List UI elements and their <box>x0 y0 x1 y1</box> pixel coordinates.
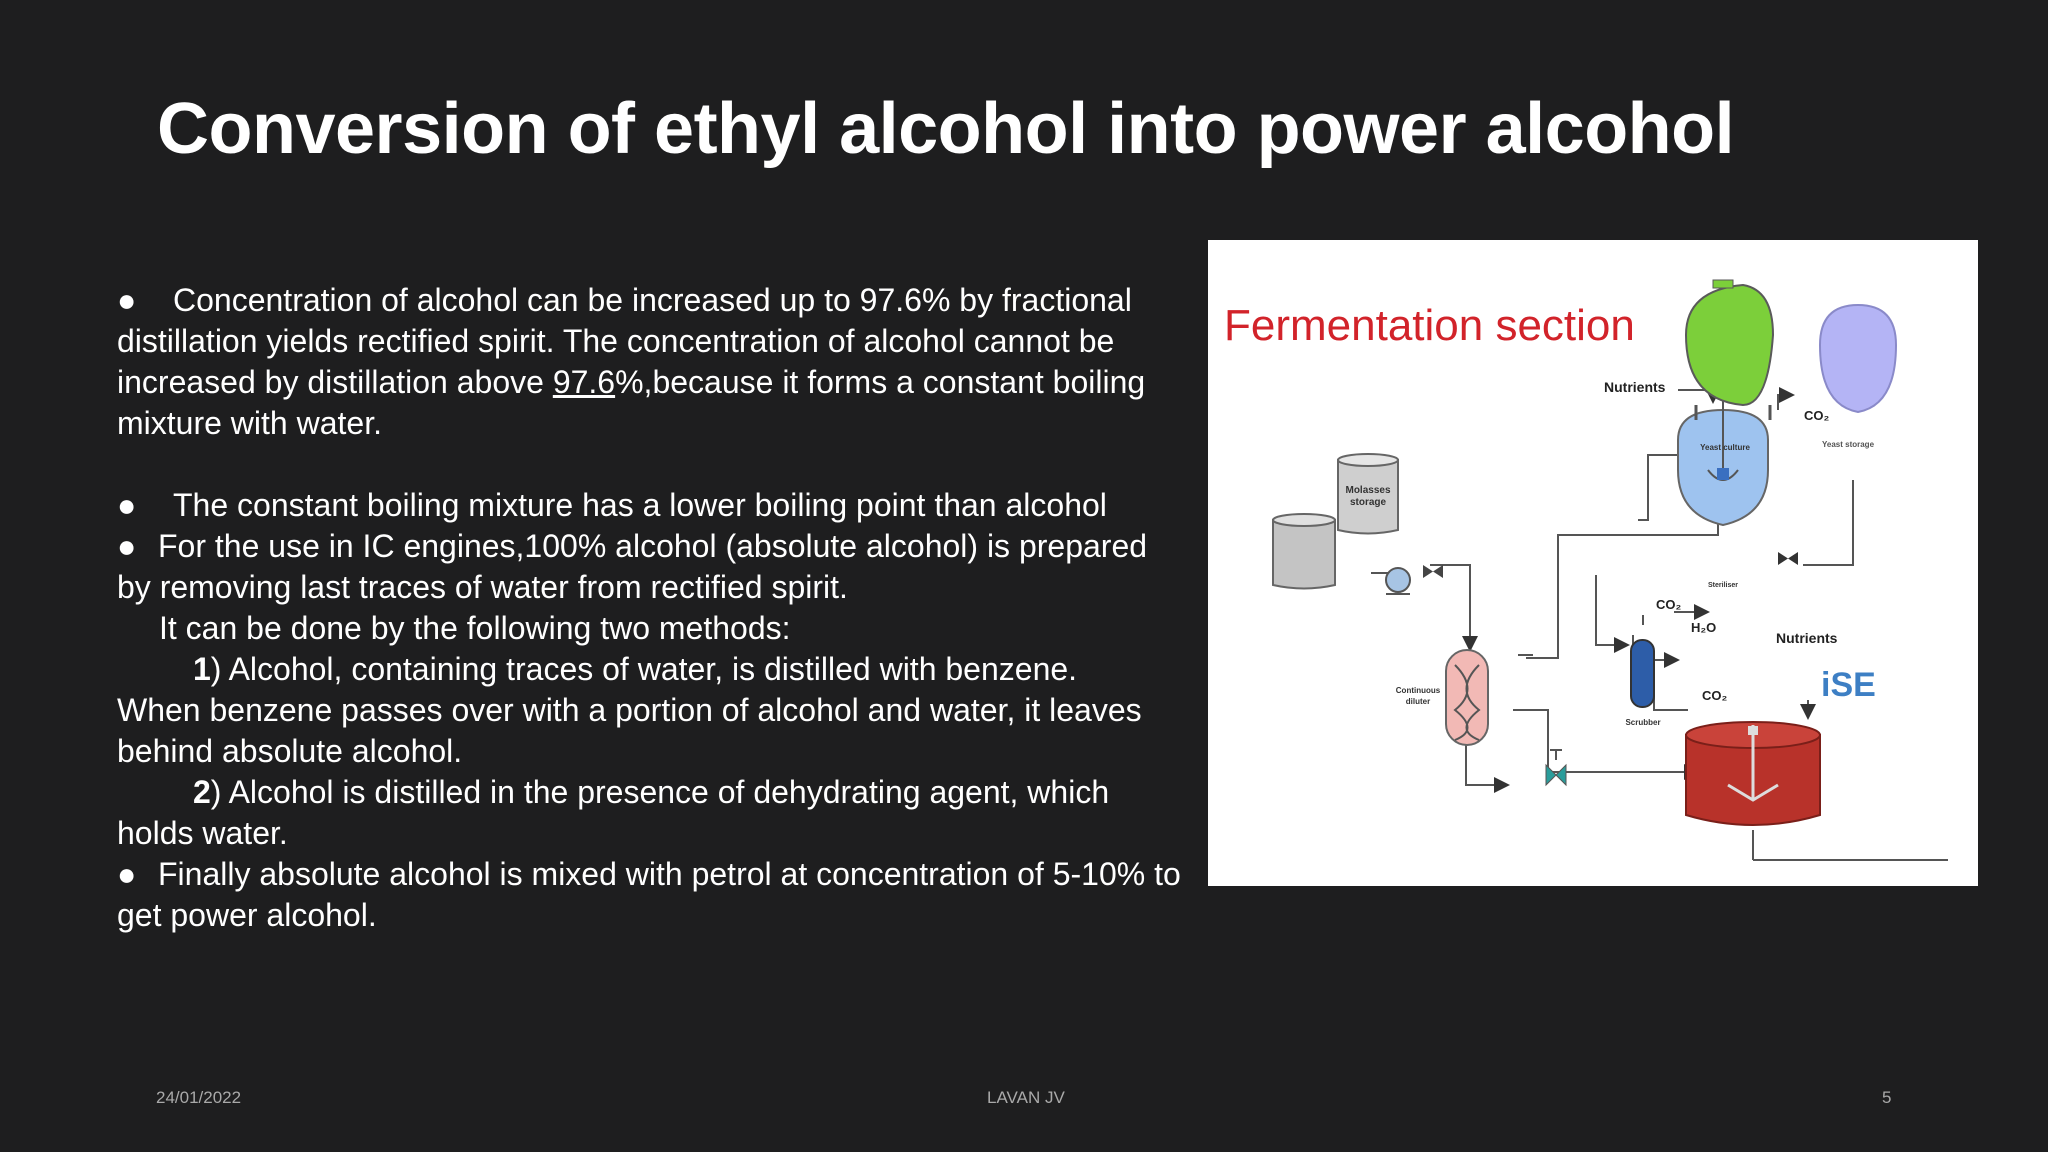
label-co2-mid: CO₂ <box>1656 597 1682 612</box>
fermentation-figure <box>1208 240 1978 886</box>
fermenter-vessel <box>1686 722 1820 825</box>
label-molasses-1: Molasses <box>1345 485 1391 496</box>
bullet-paragraph-2: ● The constant boiling mixture has a lower boiling point than alcohol <box>117 485 1182 526</box>
valve-icon <box>1778 552 1798 565</box>
valve-icon <box>1423 565 1443 578</box>
method-1: 1) Alcohol, containing traces of water, is distilled with benzene. <box>193 651 1078 687</box>
yeast-storage-tank <box>1820 305 1896 412</box>
method-2-continuation: holds water. <box>117 815 288 851</box>
label-continuous-2: diluter <box>1405 697 1431 706</box>
methods-intro: It can be done by the following two methods: <box>159 610 791 646</box>
bullet-icon: ● <box>117 487 137 523</box>
method-2: 2) Alcohol is distilled in the presence of dehydrating agent, which <box>193 774 1110 810</box>
underlined-value: 97.6 <box>552 364 616 400</box>
label-continuous-1: Continuous <box>1395 686 1441 695</box>
bullet-paragraph-3: ● For the use in IC engines,100% alcohol (absolute alcohol) is prepared by removing last traces of water from rectified spirit. <box>117 528 1148 605</box>
label-steriliser: Steriliser <box>1708 582 1738 589</box>
bullet-icon: ● <box>117 856 137 892</box>
label-co2-top: CO₂ <box>1804 408 1830 423</box>
bullet-paragraph-4: ● Finally absolute alcohol is mixed with petrol at concentration of 5-10% to get power alcohol. <box>117 856 1181 933</box>
label-h2o: H₂O <box>1691 620 1717 635</box>
control-valve-icon <box>1546 765 1566 785</box>
label-nutrients-top: Nutrients <box>1604 379 1666 395</box>
pump-icon <box>1386 568 1410 592</box>
label-co2-low: CO₂ <box>1702 688 1728 703</box>
bullet-icon: ● <box>117 282 137 318</box>
scrubber-column <box>1631 640 1654 707</box>
slide-body <box>117 280 1182 936</box>
label-scrubber: Scrubber <box>1625 718 1661 727</box>
bullet-paragraph-1: ● Concentration of alcohol can be increased up to 97.6% by fractional distillation yields rectified spirit. The concentration of alcohol cannot be increased by distillation above 97.6%,because it forms a constant boiling mixture with water. <box>117 282 1146 441</box>
label-yeast-culture: Yeast culture <box>1700 443 1750 452</box>
label-nutrients-right: Nutrients <box>1776 630 1838 646</box>
continuous-diluter <box>1446 650 1488 745</box>
slide-title: Conversion of ethyl alcohol into power alcohol <box>157 89 1735 169</box>
steriliser-vessel <box>1678 385 1768 525</box>
fermentation-diagram <box>1208 240 1978 886</box>
logo-text: iSE <box>1821 666 1876 704</box>
yeast-culture-tank <box>1686 280 1773 420</box>
figure-title: Fermentation section <box>1224 301 1635 350</box>
footer-date: 24/01/2022 <box>156 1088 242 1107</box>
label-yeast-storage: Yeast storage <box>1821 440 1875 449</box>
footer-author: LAVAN JV <box>987 1088 1065 1107</box>
bullet-icon: ● <box>117 528 137 564</box>
footer-page-number: 5 <box>1882 1088 1892 1107</box>
method-1-continuation: When benzene passes over with a portion of alcohol and water, it leaves behind absolute alcohol. <box>117 692 1142 769</box>
label-molasses-2: storage <box>1349 497 1387 508</box>
